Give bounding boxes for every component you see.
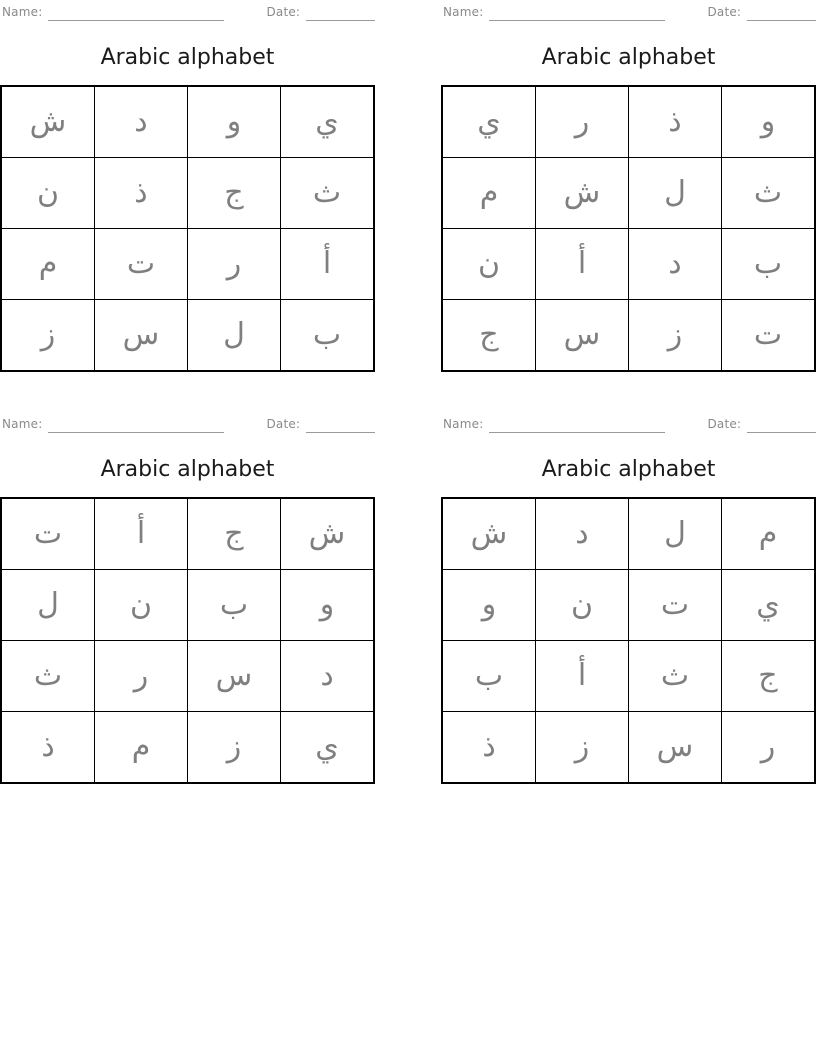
arabic-letter: ج xyxy=(224,516,244,551)
grid-row xyxy=(442,712,815,784)
grid-cell xyxy=(721,300,815,372)
arabic-letter: ن xyxy=(570,587,593,622)
grid-cell xyxy=(721,158,815,229)
letter-grid xyxy=(0,497,375,784)
arabic-letter: و xyxy=(481,587,497,622)
arabic-letter: ث xyxy=(753,175,783,210)
name-fill-line xyxy=(489,417,665,433)
date-label: Date: xyxy=(707,5,742,19)
letter-grid xyxy=(441,497,816,784)
date-fill-line xyxy=(747,5,816,21)
grid-cell xyxy=(187,712,280,784)
arabic-letter: د xyxy=(668,246,682,281)
date-label: Date: xyxy=(707,417,742,431)
grid-row xyxy=(1,498,374,570)
grid-cell xyxy=(535,570,628,641)
grid-cell xyxy=(280,229,374,300)
arabic-letter: ز xyxy=(40,317,56,352)
arabic-letter: ل xyxy=(664,175,686,210)
worksheet-card xyxy=(441,417,816,784)
name-label: Name: xyxy=(2,5,43,19)
arabic-letter: ج xyxy=(224,175,244,210)
meta-spacer xyxy=(665,417,705,434)
arabic-letter: ز xyxy=(574,729,590,764)
card-title: Arabic alphabet xyxy=(100,457,275,482)
arabic-letter: ت xyxy=(753,317,783,352)
arabic-letter: ي xyxy=(756,587,780,622)
arabic-letter: س xyxy=(656,729,694,764)
grid-cell xyxy=(187,498,280,570)
grid-cell xyxy=(187,641,280,712)
grid-cell xyxy=(187,229,280,300)
grid-cell xyxy=(1,641,94,712)
grid-cell xyxy=(1,300,94,372)
grid-cell xyxy=(721,570,815,641)
grid-row xyxy=(1,86,374,158)
meta-row xyxy=(441,417,816,434)
grid-row xyxy=(1,570,374,641)
grid-cell xyxy=(280,86,374,158)
grid-cell xyxy=(187,570,280,641)
grid-cell xyxy=(94,570,187,641)
arabic-letter: ر xyxy=(133,658,149,693)
arabic-letter: ل xyxy=(223,317,245,352)
grid-cell xyxy=(628,229,721,300)
name-fill-line xyxy=(489,5,665,21)
arabic-letter: ي xyxy=(315,104,339,139)
grid-cell xyxy=(1,158,94,229)
grid-cell xyxy=(280,158,374,229)
grid-cell xyxy=(1,570,94,641)
arabic-letter: ب xyxy=(753,246,783,281)
card-title: Arabic alphabet xyxy=(541,457,716,482)
arabic-letter: و xyxy=(760,104,776,139)
date-fill-line xyxy=(747,417,816,433)
arabic-letter: س xyxy=(215,658,253,693)
date-fill-line xyxy=(306,417,375,433)
grid-cell xyxy=(280,300,374,372)
arabic-letter: م xyxy=(758,516,778,551)
grid-row xyxy=(442,158,815,229)
grid-cell xyxy=(187,158,280,229)
name-label: Name: xyxy=(443,417,484,431)
grid-cell xyxy=(94,229,187,300)
grid-cell xyxy=(628,570,721,641)
grid-row xyxy=(442,498,815,570)
arabic-letter: د xyxy=(320,658,334,693)
arabic-letter: م xyxy=(479,175,499,210)
arabic-letter: أ xyxy=(577,658,587,693)
arabic-letter: ج xyxy=(758,658,778,693)
grid-cell xyxy=(1,86,94,158)
grid-cell xyxy=(94,158,187,229)
arabic-letter: ذ xyxy=(668,104,682,139)
meta-row xyxy=(0,5,375,22)
name-fill-line xyxy=(48,417,224,433)
grid-cell xyxy=(94,712,187,784)
arabic-letter: م xyxy=(38,246,58,281)
grid-cell xyxy=(535,712,628,784)
date-label: Date: xyxy=(266,5,301,19)
grid-cell xyxy=(94,641,187,712)
grid-cell xyxy=(442,712,535,784)
arabic-letter: د xyxy=(134,104,148,139)
grid-cell xyxy=(721,641,815,712)
arabic-letter: ر xyxy=(760,729,776,764)
grid-cell xyxy=(442,158,535,229)
arabic-letter: ب xyxy=(219,587,249,622)
grid-cell xyxy=(442,300,535,372)
arabic-letter: و xyxy=(226,104,242,139)
grid-cell xyxy=(535,158,628,229)
arabic-letter: ش xyxy=(29,104,67,139)
grid-row xyxy=(1,712,374,784)
date-fill-line xyxy=(306,5,375,21)
meta-row xyxy=(441,5,816,22)
arabic-letter: ز xyxy=(226,729,242,764)
grid-cell xyxy=(535,300,628,372)
arabic-letter: د xyxy=(575,516,589,551)
grid-row xyxy=(1,641,374,712)
name-label: Name: xyxy=(443,5,484,19)
grid-cell xyxy=(721,229,815,300)
grid-cell xyxy=(535,86,628,158)
arabic-letter: ت xyxy=(126,246,156,281)
grid-cell xyxy=(721,712,815,784)
arabic-letter: أ xyxy=(136,516,146,551)
card-title: Arabic alphabet xyxy=(541,45,716,70)
grid-cell xyxy=(187,86,280,158)
arabic-letter: ن xyxy=(129,587,152,622)
grid-cell xyxy=(187,300,280,372)
arabic-letter: و xyxy=(319,587,335,622)
meta-spacer xyxy=(224,417,264,434)
grid-row xyxy=(1,300,374,372)
arabic-letter: ل xyxy=(664,516,686,551)
grid-row xyxy=(442,300,815,372)
grid-cell xyxy=(94,86,187,158)
meta-row xyxy=(0,417,375,434)
arabic-letter: س xyxy=(122,317,160,352)
grid-cell xyxy=(442,570,535,641)
worksheet-card xyxy=(441,5,816,372)
grid-cell xyxy=(721,498,815,570)
arabic-letter: ي xyxy=(315,729,339,764)
grid-cell xyxy=(442,86,535,158)
arabic-letter: ب xyxy=(474,658,504,693)
arabic-letter: ج xyxy=(479,317,499,352)
arabic-letter: ن xyxy=(477,246,500,281)
arabic-letter: ش xyxy=(563,175,601,210)
arabic-letter: ب xyxy=(312,317,342,352)
arabic-letter: ث xyxy=(660,658,690,693)
grid-row xyxy=(442,86,815,158)
grid-cell xyxy=(721,86,815,158)
grid-cell xyxy=(628,86,721,158)
arabic-letter: ث xyxy=(33,658,63,693)
arabic-letter: ر xyxy=(574,104,590,139)
arabic-letter: ي xyxy=(477,104,501,139)
arabic-letter: م xyxy=(131,729,151,764)
name-label: Name: xyxy=(2,417,43,431)
card-title: Arabic alphabet xyxy=(100,45,275,70)
grid-cell xyxy=(535,229,628,300)
meta-spacer xyxy=(224,5,264,22)
arabic-letter: ذ xyxy=(41,729,55,764)
grid-cell xyxy=(94,300,187,372)
arabic-letter: ل xyxy=(37,587,59,622)
grid-cell xyxy=(535,498,628,570)
worksheet-card xyxy=(0,417,375,784)
grid-row xyxy=(442,229,815,300)
grid-cell xyxy=(280,570,374,641)
grid-cell xyxy=(628,712,721,784)
arabic-letter: ش xyxy=(470,516,508,551)
arabic-letter: ت xyxy=(33,516,63,551)
grid-cell xyxy=(1,229,94,300)
arabic-letter: ش xyxy=(308,516,346,551)
grid-row xyxy=(442,570,815,641)
arabic-letter: ز xyxy=(667,317,683,352)
arabic-letter: ر xyxy=(226,246,242,281)
arabic-letter: أ xyxy=(577,246,587,281)
arabic-letter: س xyxy=(563,317,601,352)
arabic-letter: ث xyxy=(312,175,342,210)
grid-cell xyxy=(442,498,535,570)
grid-row xyxy=(1,229,374,300)
grid-cell xyxy=(535,641,628,712)
grid-cell xyxy=(1,712,94,784)
worksheet-card xyxy=(0,5,375,372)
arabic-letter: ت xyxy=(660,587,690,622)
letter-grid xyxy=(0,85,375,372)
grid-cell xyxy=(442,229,535,300)
name-fill-line xyxy=(48,5,224,21)
arabic-letter: ذ xyxy=(482,729,496,764)
grid-cell xyxy=(442,641,535,712)
grid-row xyxy=(442,641,815,712)
arabic-letter: أ xyxy=(322,246,332,281)
grid-cell xyxy=(1,498,94,570)
arabic-letter: ن xyxy=(36,175,59,210)
grid-cell xyxy=(280,498,374,570)
meta-spacer xyxy=(665,5,705,22)
grid-row xyxy=(1,158,374,229)
grid-cell xyxy=(628,498,721,570)
grid-cell xyxy=(628,158,721,229)
date-label: Date: xyxy=(266,417,301,431)
letter-grid xyxy=(441,85,816,372)
grid-cell xyxy=(94,498,187,570)
grid-cell xyxy=(628,300,721,372)
grid-cell xyxy=(280,712,374,784)
arabic-letter: ذ xyxy=(134,175,148,210)
grid-cell xyxy=(280,641,374,712)
grid-cell xyxy=(628,641,721,712)
